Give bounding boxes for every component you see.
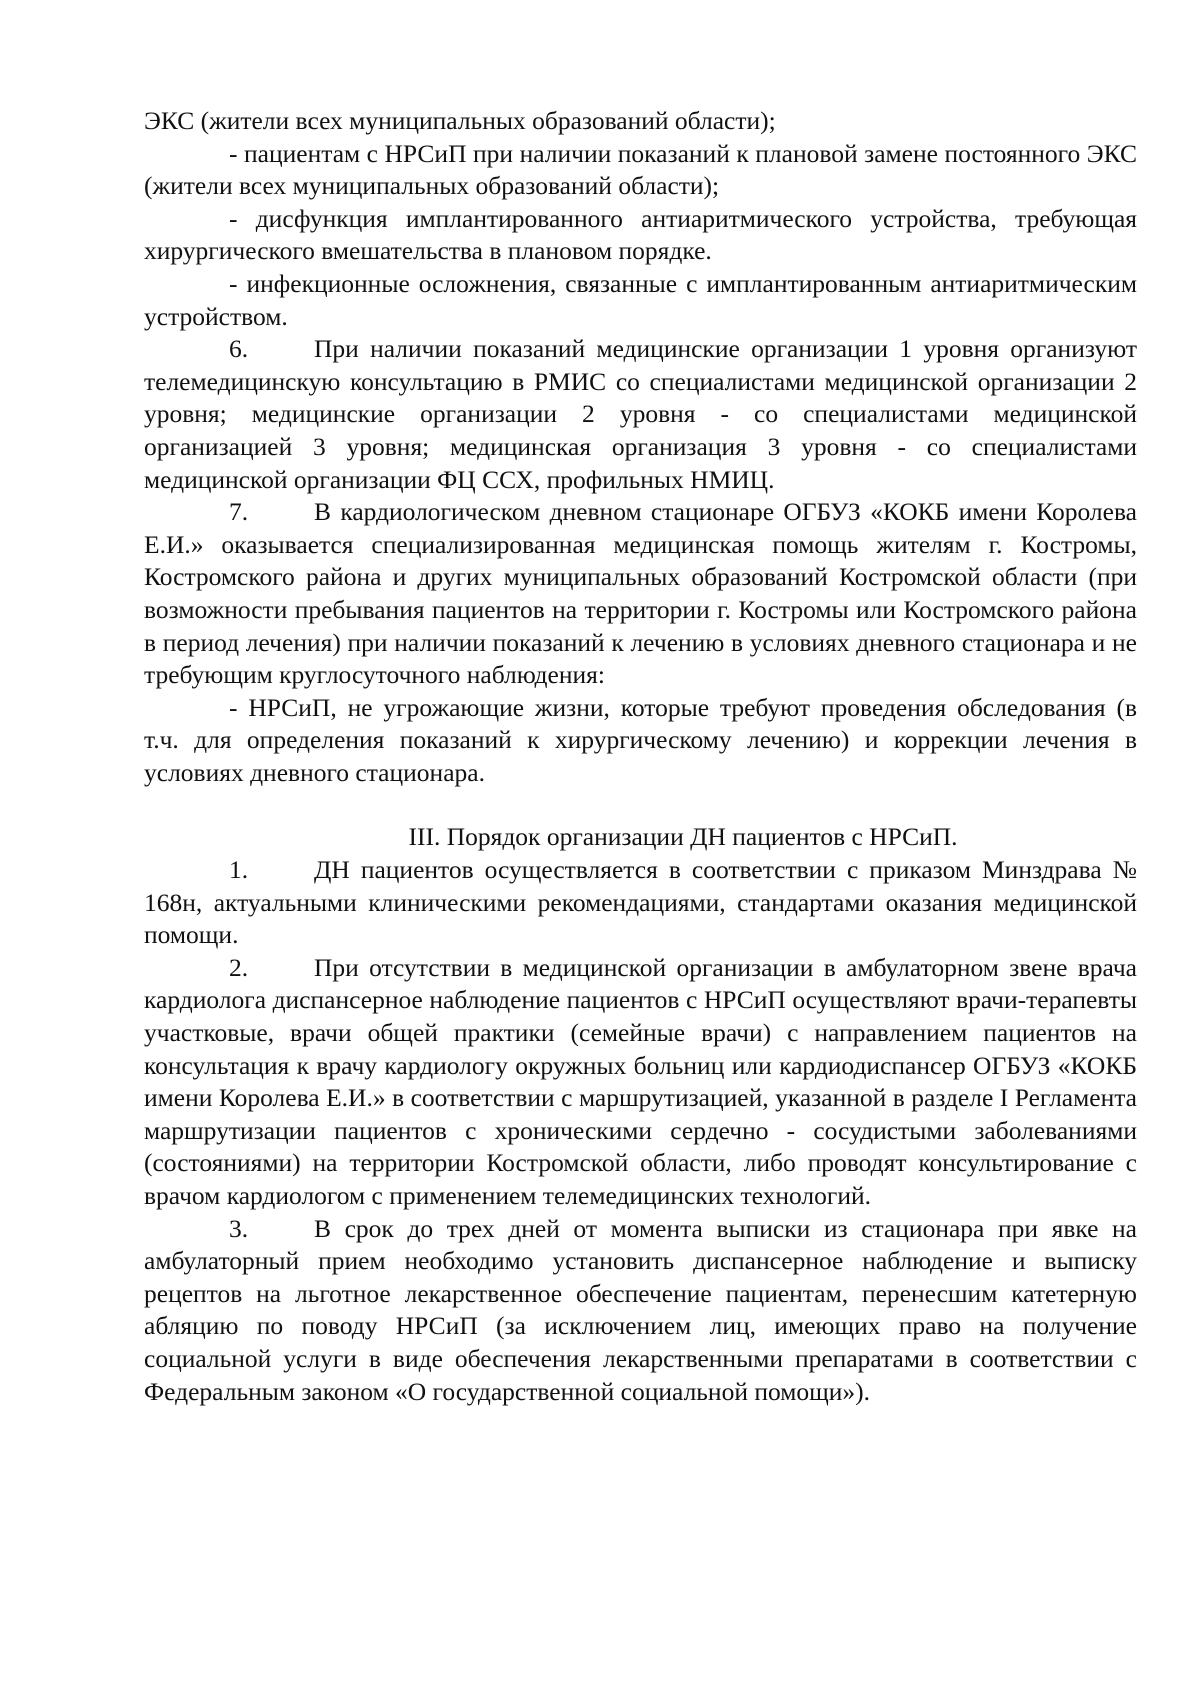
section-3-item-3-text: В срок до трех дней от момента выписки из стационара при явке на амбулаторный прием необходимо установить диспансерное наблюдение и выписку рецептов на льготное лекарственное обеспечение пациентам, перенесшим катетерную абляцию по поводу НРСиП (за исключением лиц, имеющих право на получение социальной услуги в виде обеспечения лекарственными препаратами в соответствии с Федеральным законом «О государственной социальной помощи»). — [144, 1213, 1137, 1406]
document-page — [144, 105, 1137, 1408]
dash-item-infection: - инфекционные осложнения, связанные с имплантированным антиаритмическим устройством. — [144, 268, 1137, 331]
dash-item-planned-replacement: - пациентам с НРСиП при наличии показаний к плановой замене постоянного ЭКС (жители всех муниципальных образований области); — [144, 138, 1137, 201]
item-6-text: При наличии показаний медицинские организации 1 уровня организуют телемедицинскую консультацию в РМИС со специалистами медицинской организации 2 уровня; медицинские организации 2 уровня - со специалистами медицинской организацией 3 уровня; медицинская организация 3 уровня - со специалистами медицинской организации ФЦ ССХ, профильных НМИЦ. — [144, 334, 1137, 494]
item-6-paragraph — [144, 333, 1137, 496]
section-3-item-3-number: 3. — [229, 1213, 249, 1243]
section-3-item-1 — [144, 854, 1137, 952]
section-3-item-1-number: 1. — [229, 855, 249, 885]
item-7-text: В кардиологическом дневном стационаре ОГБУЗ «КОКБ имени Королева Е.И.» оказывается специализированная медицинская помощь жителям г. Костромы, Костромского района и других муниципальных образований Костромской области (при возможности пребывания пациентов на территории г. Костромы или Костромского района в период лечения) при наличии показаний к лечению в условиях дневного стационара и не требующим круглосуточного наблюдения: — [144, 497, 1137, 690]
section-3-item-2-number: 2. — [229, 952, 249, 982]
item-7-number: 7. — [229, 497, 249, 527]
item-7-dash: - НРСиП, не угрожающие жизни, которые требуют проведения обследования (в т.ч. для определения показаний к хирургическому лечению) и коррекции лечения в условиях дневного стационара. — [144, 692, 1137, 787]
section-3-heading: III. Порядок организации ДН пациентов с НРСиП. — [408, 822, 958, 852]
item-6-number: 6. — [229, 334, 249, 364]
dash-item-device-dysfunction: - дисфункция имплантированного антиаритмического устройства, требующая хирургического вмешательства в плановом порядке. — [144, 203, 1137, 266]
continuation-line: ЭКС (жители всех муниципальных образований области); — [144, 106, 776, 135]
section-3-item-2 — [144, 952, 1137, 1213]
section-3-item-1-text: ДН пациентов осуществляется в соответствии с приказом Минздрава № 168н, актуальными клиническими рекомендациями, стандартами оказания медицинской помощи. — [144, 855, 1137, 950]
section-3-item-3 — [144, 1213, 1137, 1409]
item-7-paragraph — [144, 496, 1137, 692]
section-3-item-2-text: При отсутствии в медицинской организации в амбулаторном звене врача кардиолога диспансерное наблюдение пациентов с НРСиП осуществляют врачи-терапевты участковые, врачи общей практики (семейные врачи) с направлением пациентов на консультация к врачу кардиологу окружных больниц или кардиодиспансер ОГБУЗ «КОКБ имени Королева Е.И.» в соответствии с маршрутизацией, указанной в разделе I Регламента маршрутизации пациентов с хроническими сердечно - сосудистыми заболеваниями (состояниями) на территории Костромской области, либо проводят консультирование с врачом кардиологом с применением телемедицинских технологий. — [144, 952, 1137, 1210]
